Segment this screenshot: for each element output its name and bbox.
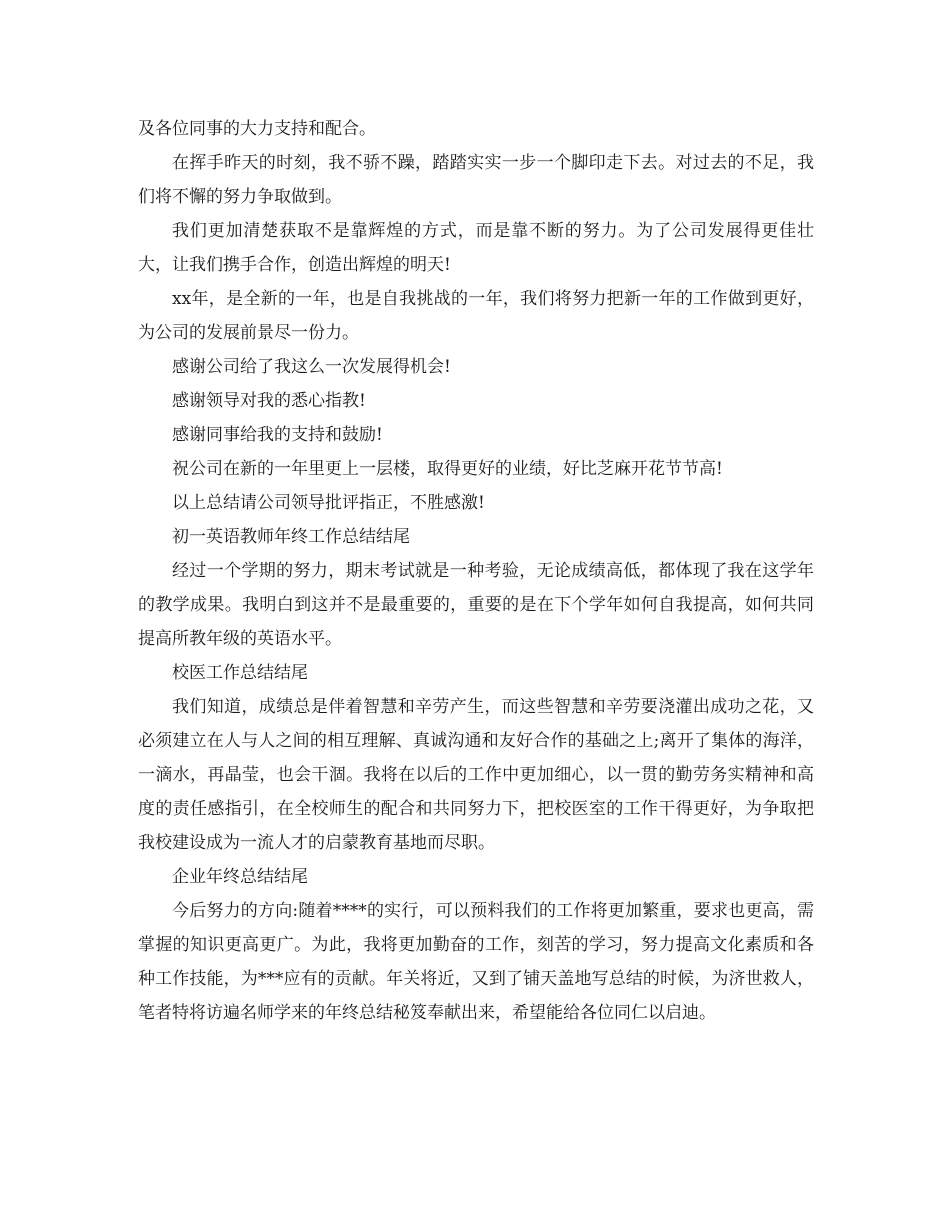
paragraph-request-review: 以上总结请公司领导批评指正，不胜感激! <box>172 493 485 513</box>
paragraph-thanks-leaders: 感谢领导对我的悉心指教! <box>172 391 366 411</box>
paragraph-effort: 我们更加清楚获取不是靠辉煌的方式，而是靠不断的努力。为了公司发展得更佳壮大，让我们携手合作，创造出辉煌的明天! <box>138 221 814 275</box>
section-heading-school-doctor: 校医工作总结结尾 <box>172 663 308 683</box>
paragraph-new-year: xx年，是全新的一年，也是自我挑战的一年，我们将努力把新一年的工作做到更好，为公司的发展前景尽一份力。 <box>138 289 814 343</box>
paragraph-closing-thanks: 及各位同事的大力支持和配合。 <box>138 119 376 139</box>
document-page <box>138 112 814 1030</box>
paragraph-wish: 祝公司在新的一年里更上一层楼，取得更好的业绩，好比芝麻开花节节高! <box>172 459 723 479</box>
section-heading-english-teacher: 初一英语教师年终工作总结结尾 <box>172 527 410 547</box>
paragraph-thanks-colleagues: 感谢同事给我的支持和鼓励! <box>172 425 383 445</box>
paragraph-farewell-yesterday: 在挥手昨天的时刻，我不骄不躁，踏踏实实一步一个脚印走下去。对过去的不足，我们将不懈的努力争取做到。 <box>138 153 814 207</box>
section-heading-enterprise: 企业年终总结结尾 <box>172 867 308 887</box>
paragraph-school-doctor: 我们知道，成绩总是伴着智慧和辛劳产生，而这些智慧和辛劳要浇灌出成功之花，又必须建立在人与人之间的相互理解、真诚沟通和友好合作的基础之上;离开了集体的海洋，一滴水，再晶莹，也会干涸。我将在以后的工作中更加细心，以一贯的勤劳务实精神和高度的责任感指引，在全校师生的配合和共同努力下，把校医室的工作干得更好，为争取把我校建设成为一流人才的启蒙教育基地而尽职。 <box>138 697 814 853</box>
paragraph-english-teacher: 经过一个学期的努力，期末考试就是一种考验，无论成绩高低，都体现了我在这学年的教学成果。我明白到这并不是最重要的，重要的是在下个学年如何自我提高，如何共同提高所教年级的英语水平。 <box>138 561 814 649</box>
paragraph-enterprise: 今后努力的方向:随着****的实行，可以预料我们的工作将更加繁重，要求也更高，需掌握的知识更高更广。为此，我将更加勤奋的工作，刻苦的学习，努力提高文化素质和各种工作技能，为***应有的贡献。年关将近，又到了铺天盖地写总结的时候，为济世救人，笔者特将访遍名师学来的年终总结秘笈奉献出来，希望能给各位同仁以启迪。 <box>138 901 814 1023</box>
paragraph-thanks-company: 感谢公司给了我这么一次发展得机会! <box>172 357 451 377</box>
